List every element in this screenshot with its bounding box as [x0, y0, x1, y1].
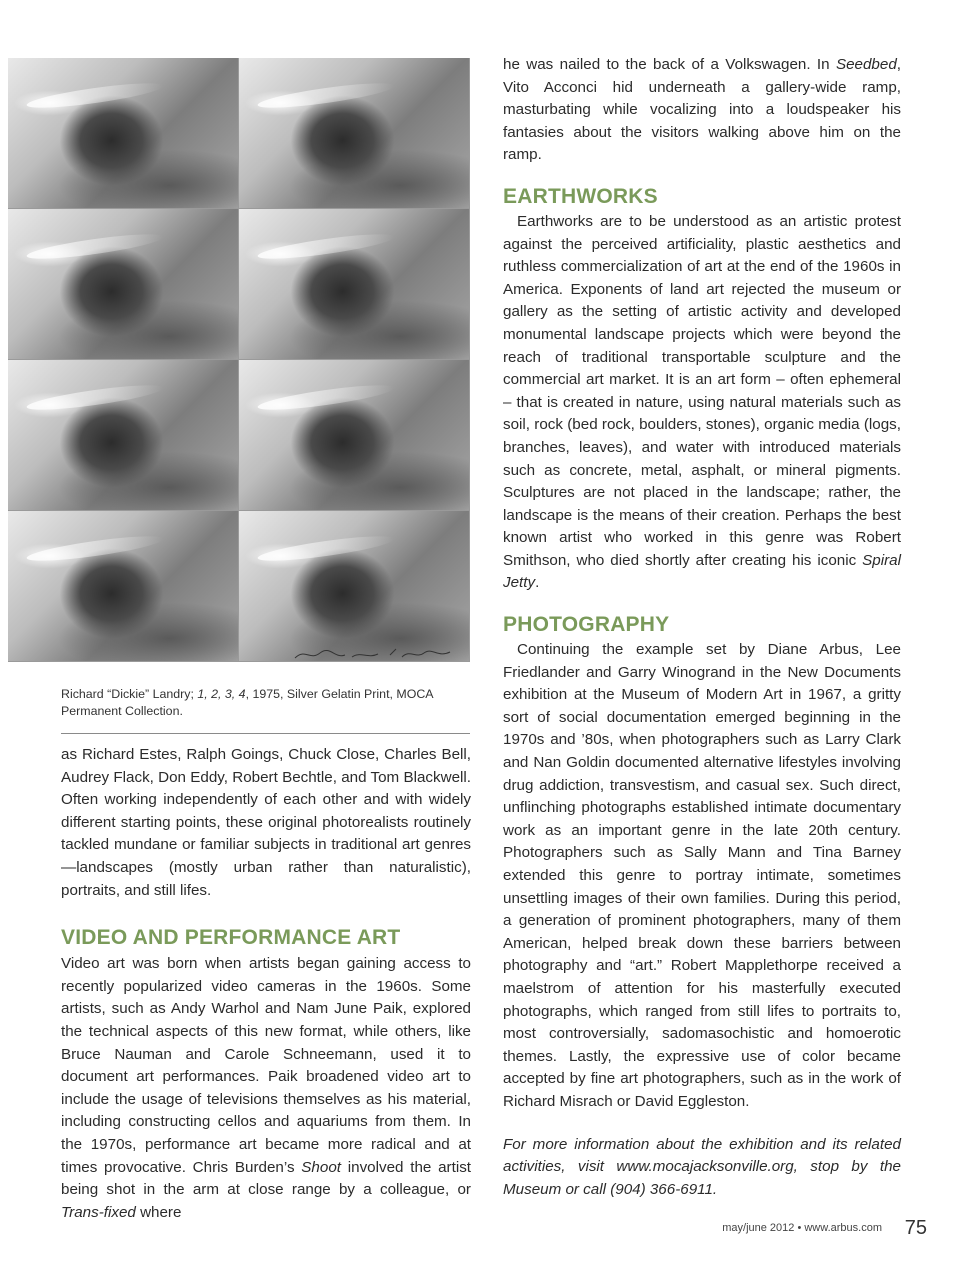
earthworks-text-a: Earthworks are to be understood as an artistic protest against the perceived artificiality, plastic aesthetics and ruthless commercialization of art at the end of the 1960s in America. Exponents of land art rejected the museum or gallery as the setting of artistic activity and developed monumental landscape projects which were beyond the reach of traditional transportable sculpture and the commercial art market. It is an art form – often ephemeral – that is created in nature, using natural materials such as soil, rock (bed rock, boulders, stones), organic media (logs, branches, leaves), and water with introduced materials such as concrete, metal, asphalt, or mineral pigments. Sculptures are not placed in the landscape; rather, the landscape is the means of their creation. Perhaps the best known artist who worked in this genre was Robert Smithson, who died shortly after creating his iconic: [503, 212, 901, 569]
continued-italic-seedbed: Seedbed: [835, 56, 897, 73]
video-text-b: involved the artist being shot in the arm at close range by a colleague, or: [61, 1158, 472, 1199]
video-heading: VIDEO AND PERFORMANCE ART: [61, 926, 401, 950]
page-folio: may/june 2012 • www.arbus.com: [722, 1222, 882, 1234]
photo-frame-1: [8, 58, 239, 209]
performance-continued-paragraph: [503, 54, 901, 167]
photo-frame-4: [239, 209, 470, 360]
earthworks-heading: EARTHWORKS: [503, 184, 658, 208]
caption-lead: Richard “Dickie” Landry;: [61, 687, 198, 701]
page-number: 75: [904, 1217, 927, 1239]
photo-frame-8: [239, 511, 470, 662]
video-paragraph: [61, 953, 471, 1224]
artwork-photograph: [8, 58, 470, 662]
video-text-a: Video art was born when artists began gaining access to recently popularized video cameras in the 1960s. Some artists, such as Andy Warhol and Nam June Paik, explored the technical aspects of this new format, while others, like Bruce Nauman and Carole Schneemann, used it to document art performances. Paik broadened video art to include the usage of televisions themselves as his material, including constructing cellos and aquariums from them. In the 1970s, performance art became more radical and at times provocative. Chris Burden’s: [61, 955, 471, 1176]
photo-frame-5: [8, 360, 239, 511]
right-column: [503, 54, 901, 1201]
caption-rest: , 1975, Silver Gelatin Print, MOCA Permanent Collection.: [61, 687, 433, 718]
photo-frame-6: [239, 360, 470, 511]
info-note: For more information about the exhibition and its related activities, visit www.mocajacksonville.org, stop by the Museum or call (904) 366-6911.: [503, 1135, 901, 1198]
earthworks-paragraph: [503, 211, 901, 595]
earthworks-italic-spiral-jetty: Spiral Jetty: [503, 551, 901, 592]
photo-frame-3: [8, 209, 239, 360]
photography-paragraph: Continuing the example set by Diane Arbus, Lee Friedlander and Garry Winogrand in the New Documents exhibition at the Museum of Modern Art in 1967, a gritty sort of social documentation emerged beginning in the 1970s and ’80s, when photographers such as Larry Clark and Nan Goldin documented alternative lifestyles involving drug addiction, transvestism, and casual sex. Such direct, unflinching photographs established intimate documentary work as an important genre in the late 20th century. Photographers such as Sally Mann and Tina Barney extended this genre to portray intimate, sometimes unsettling images of their own families. During this period, a generation of prominent photographers, many of them American, helped break down these barriers between photography and “art.” Robert Mapplethorpe received a maelstrom of attention for his masterfully executed photographs, which ranged from still lifes to portraits to, most controversially, sadomasochistic and homoerotic themes. Lastly, the expressive use of color became accepted by fine art photographers, such as in the work of Richard Misrach or David Eggleston.: [503, 641, 901, 1110]
photorealism-paragraph: as Richard Estes, Ralph Goings, Chuck Close, Charles Bell, Audrey Flack, Don Eddy, Robert Bechtle, and Tom Blackwell. Often working independently of each other and with widely different starting points, these original photorealists routinely tackled mundane or familiar subjects in traditional art genres—landscapes (mostly urban rather than naturalistic), portraits, and still lifes.: [61, 746, 471, 899]
continued-text-a: he was nailed to the back of a Volkswagen. In: [503, 56, 836, 73]
image-caption: [61, 686, 461, 720]
caption-title: 1, 2, 3, 4: [197, 687, 246, 701]
caption-divider: [61, 733, 470, 734]
photo-frame-2: [239, 58, 470, 209]
video-italic-transfixed: Trans-fixed: [61, 1203, 136, 1221]
artist-signature: [290, 643, 460, 665]
photography-heading: PHOTOGRAPHY: [503, 613, 670, 637]
earthworks-text-b: .: [535, 574, 540, 592]
video-italic-shoot: Shoot: [301, 1158, 341, 1176]
left-column: [61, 744, 471, 1224]
video-text-c: where: [135, 1203, 182, 1221]
continued-text-b: , Vito Acconci hid underneath a gallery-wide ramp, masturbating while vocalizing into a loudspeaker his fantasies about the visitors walking above him on the ramp.: [503, 56, 901, 164]
photo-frame-7: [8, 511, 239, 662]
